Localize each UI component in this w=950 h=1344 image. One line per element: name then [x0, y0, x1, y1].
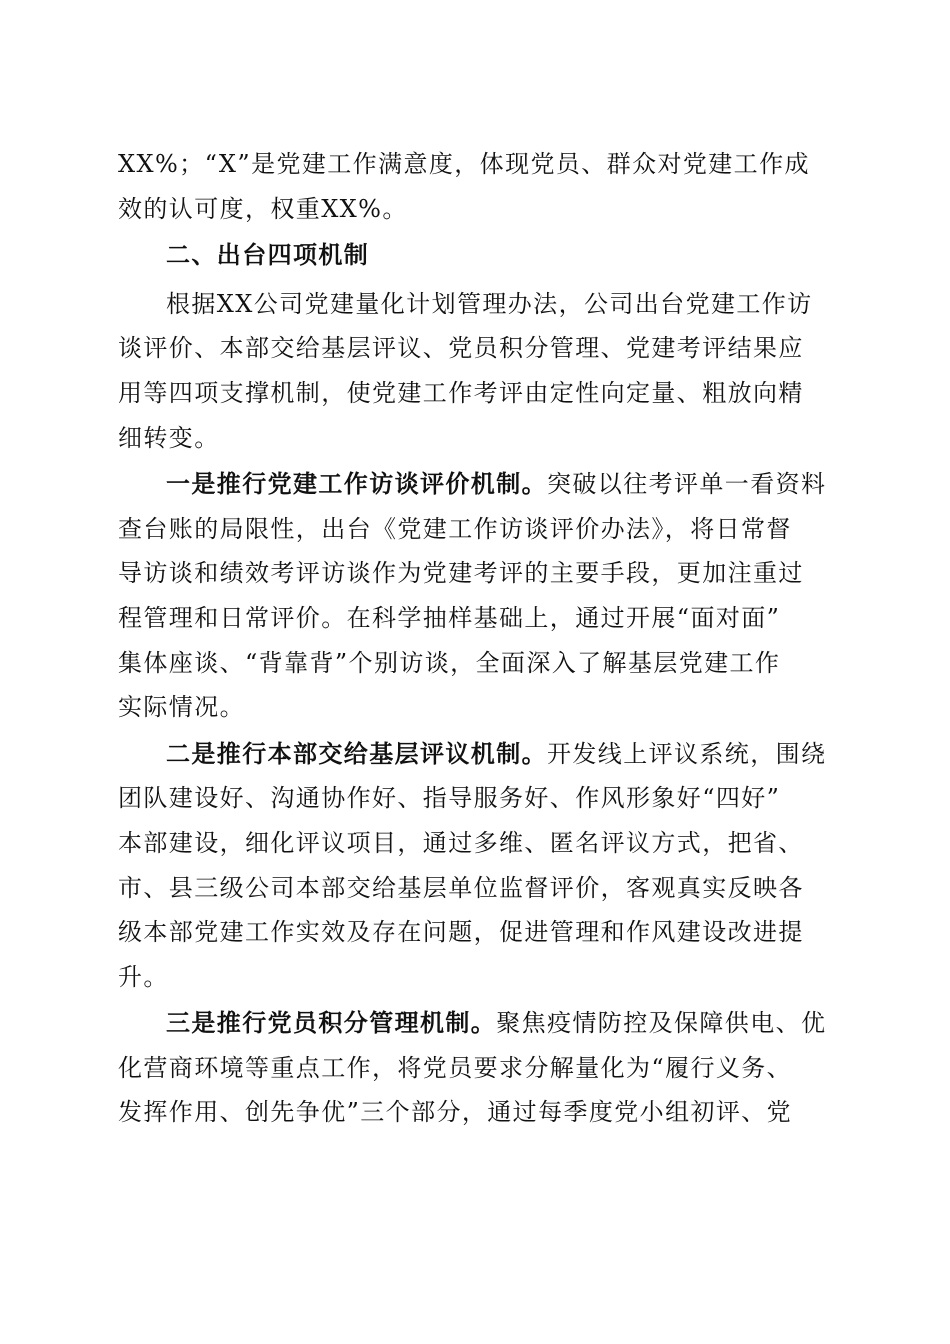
text-line: 本部建设，细化评议项目，通过多维、匿名评议方式，把省、 [118, 828, 804, 857]
text-line: 程管理和日常评价。在科学抽样基础上，通过开展“面对面” [118, 603, 781, 632]
intro-paragraph [118, 142, 832, 231]
text-line: 查台账的局限性，出台《党建工作访谈评价办法》，将日常督 [118, 514, 792, 543]
text-line: 升。 [118, 962, 169, 991]
text-line [118, 1001, 832, 1046]
item2-lead: 二是推行本部交给基层评议机制。 [166, 739, 547, 768]
text-line: 化营商环境等重点工作，将党员要求分解量化为“履行义务、 [118, 1053, 793, 1082]
document-page [118, 142, 832, 1137]
text-line: 市、县三级公司本部交给基层单位监督评价，客观真实反映各 [118, 873, 804, 902]
text-line: 团队建设好、沟通协作好、指导服务好、作风形象好“四好” [118, 784, 781, 813]
text-line: 效的认可度，权重XX%。 [118, 194, 408, 223]
item3-lead: 三是推行党员积分管理机制。 [166, 1009, 497, 1038]
item3-first-line: 聚焦疫情防控及保障供电、优 [496, 1009, 827, 1038]
text-line: 用等四项支撑机制，使党建工作考评由定性向定量、粗放向精 [118, 378, 804, 407]
text-line: 实际情况。 [118, 693, 245, 722]
item1-paragraph [118, 462, 832, 730]
item3-paragraph [118, 1001, 832, 1135]
text-line [118, 462, 832, 507]
item2-paragraph [118, 732, 832, 1000]
item1-first-line: 突破以往考评单一看资料 [547, 470, 827, 499]
text-line: 细转变。 [118, 423, 220, 452]
text-line: XX%；“X”是党建工作满意度，体现党员、群众对党建工作成 [118, 150, 810, 178]
summary-paragraph [118, 282, 832, 460]
text-line: 级本部党建工作实效及存在问题，促进管理和作风建设改进提 [118, 918, 804, 947]
section-heading: 二、出台四项机制 [166, 241, 370, 270]
item2-first-line: 开发线上评议系统，围绕 [547, 739, 827, 768]
text-line: 导访谈和绩效考评访谈作为党建考评的主要手段，更加注重过 [118, 559, 804, 588]
text-line: 谈评价、本部交给基层评议、党员积分管理、党建考评结果应 [118, 334, 804, 363]
item1-lead: 一是推行党建工作访谈评价机制。 [166, 470, 547, 499]
text-line: 发挥作用、创先争优”三个部分，通过每季度党小组初评、党 [118, 1098, 793, 1127]
text-line: 根据XX公司党建量化计划管理办法，公司出台党建工作访 [166, 289, 813, 318]
text-line [118, 732, 832, 777]
text-line: 集体座谈、“背靠背”个别访谈，全面深入了解基层党建工作 [118, 648, 781, 677]
